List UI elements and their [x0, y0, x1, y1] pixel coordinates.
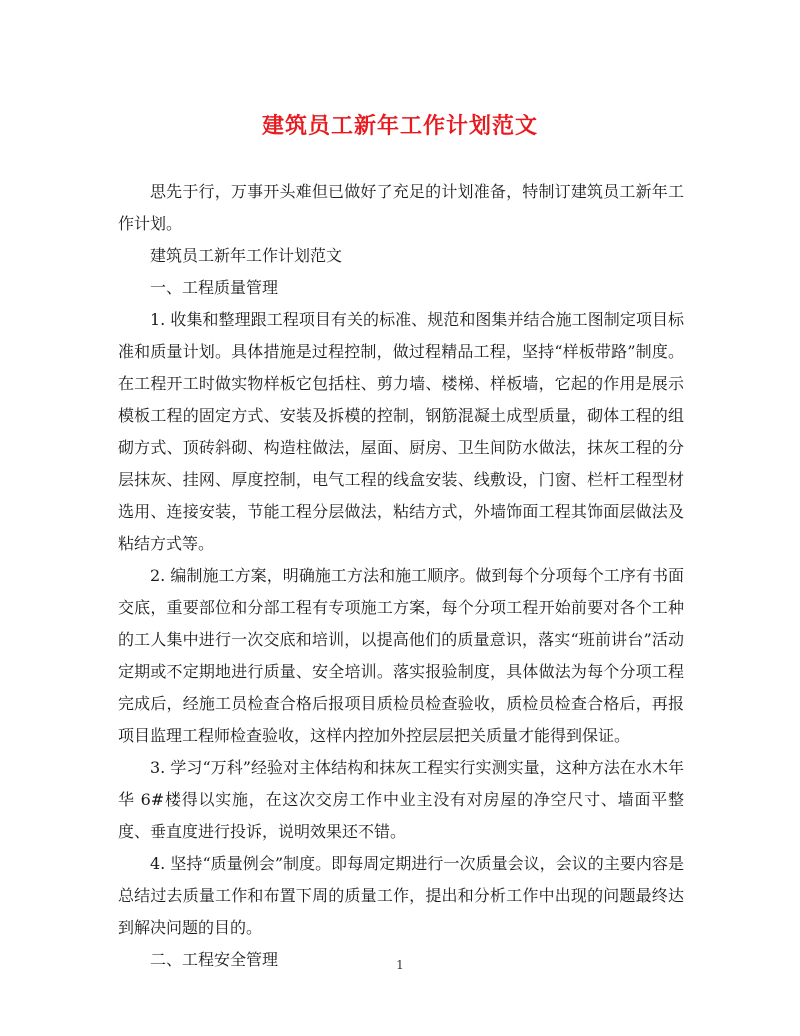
quality-item-3: 3. 学习“万科”经验对主体结构和抹灰工程实行实测实量，这种方法在水木年华 6#楼得以实施，在这次交房工作中业主没有对房屋的净空尺寸、墙面平整度、垂直度进行投诉，说明效果还不错。: [118, 758, 684, 841]
document-body: [118, 176, 684, 976]
document-title: 建筑员工新年工作计划范文: [261, 113, 538, 139]
quality-item-4: 4. 坚持“质量例会”制度。即每周定期进行一次质量会议，会议的主要内容是总结过去质量工作和布置下周的质量工作，提出和分析工作中出现的问题最终达到解决问题的目的。: [118, 854, 684, 937]
quality-item-1: 1. 收集和整理跟工程项目有关的标准、规范和图集并结合施工图制定项目标准和质量计划。具体措施是过程控制，做过程精品工程，坚持“样板带路”制度。在工程开工时做实物样板它包括柱、剪力墙、楼梯、样板墙，它起的作用是展示模板工程的固定方式、安装及拆模的控制，钢筋混凝土成型质量，砌体工程的组砌方式、顶砖斜砌、构造柱做法，屋面、厨房、卫生间防水做法，抹灰工程的分层抹灰、挂网、厚度控制，电气工程的线盒安装、线敷设，门窗、栏杆工程型材选用、连接安装，节能工程分层做法，粘结方式，外墙饰面工程其饰面层做法及粘结方式等。: [118, 310, 684, 553]
subtitle-paragraph: 建筑员工新年工作计划范文: [150, 246, 343, 265]
quality-item-2: 2. 编制施工方案，明确施工方法和施工顺序。做到每个分项每个工序有书面交底，重要部位和分部工程有专项施工方案，每个分项工程开始前要对各个工种的工人集中进行一次交底和培训，以提高他们的质量意识，落实“班前讲台”活动定期或不定期地进行质量、安全培训。落实报验制度，具体做法为每个分项工程完成后，经施工员检查合格后报项目质检员检查验收，质检员检查合格后，再报项目监理工程师检查验收，这样内控加外控层层把关质量才能得到保证。: [118, 566, 684, 745]
intro-paragraph: 思先于行，万事开头难但已做好了充足的计划准备，特制订建筑员工新年工作计划。: [118, 182, 684, 233]
section-heading-quality: 一、工程质量管理: [150, 278, 279, 297]
page-number: 1: [396, 958, 404, 972]
section-heading-safety: 二、工程安全管理: [150, 950, 279, 969]
